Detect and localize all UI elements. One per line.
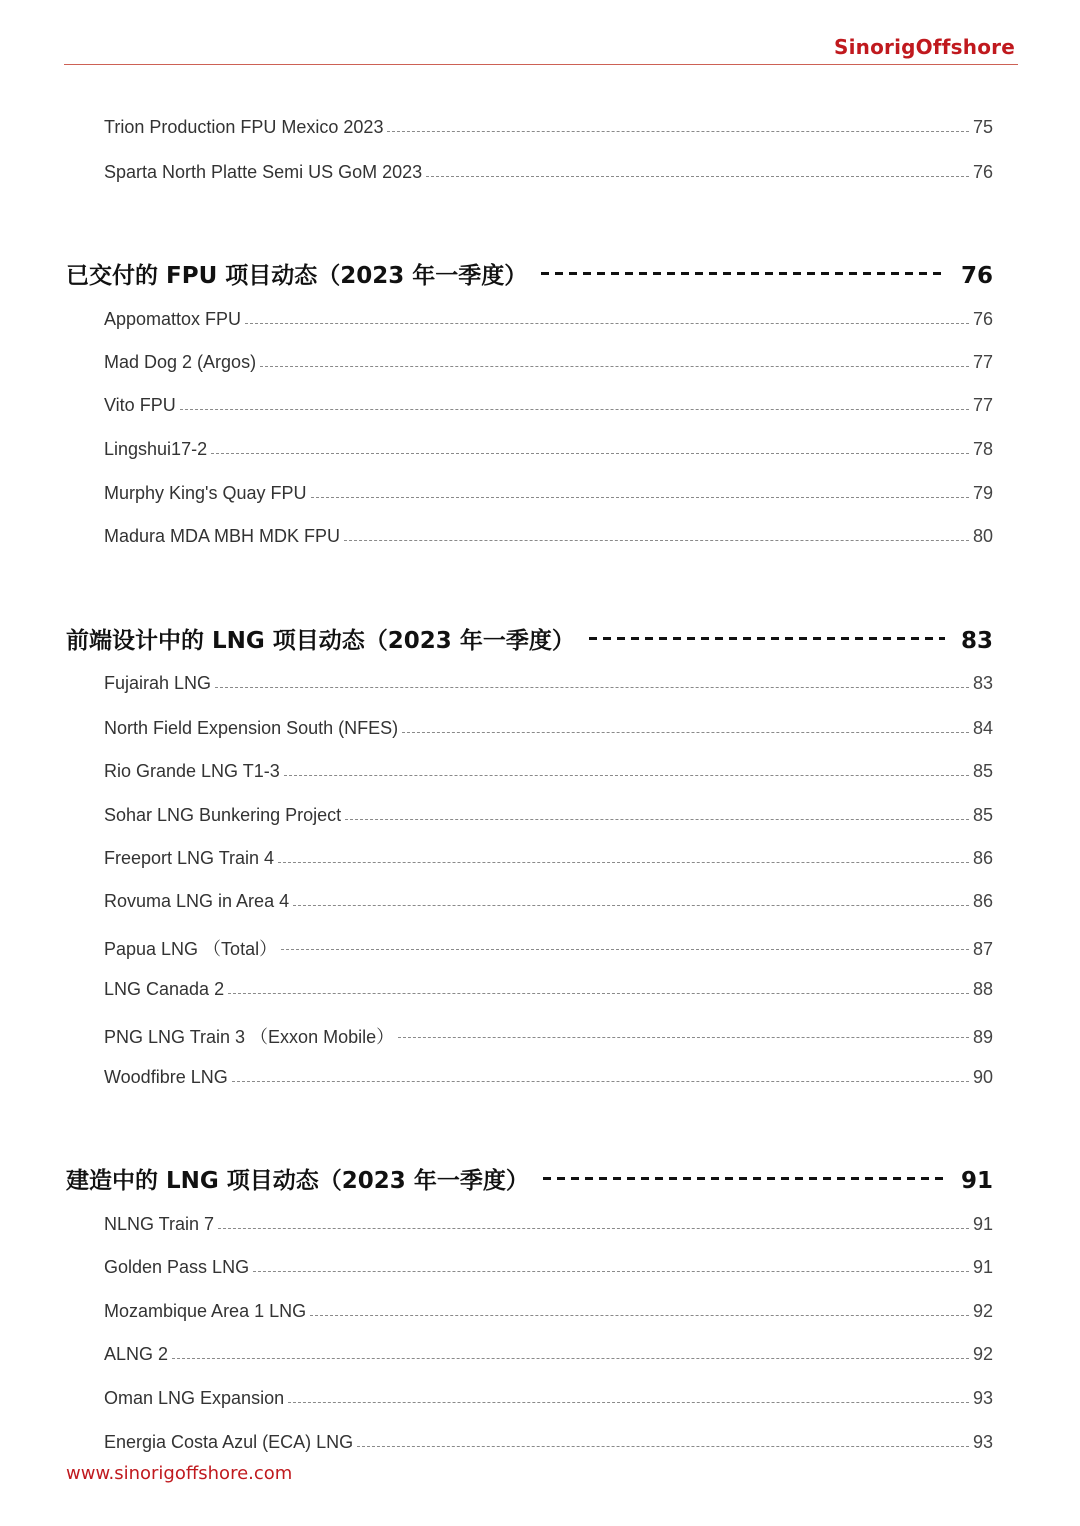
dot-leader — [345, 819, 969, 820]
toc-entry[interactable] — [104, 1067, 993, 1093]
dot-leader — [281, 949, 969, 950]
dot-leader — [402, 732, 969, 733]
toc-entry-label: Mozambique Area 1 LNG — [104, 1301, 307, 1321]
toc-entry-label: Rovuma LNG in Area 4 — [104, 891, 290, 911]
toc-entry[interactable] — [104, 673, 993, 699]
toc-entry-label: PNG LNG Train 3 （Exxon Mobile） — [104, 1027, 395, 1047]
toc-entry-label: Trion Production FPU Mexico 2023 — [104, 117, 384, 137]
toc-entry-page: 85 — [972, 761, 993, 781]
toc-entry[interactable] — [104, 1214, 993, 1240]
toc-entry-page: 85 — [972, 805, 993, 825]
toc-entry-page: 93 — [972, 1432, 993, 1452]
dot-leader — [387, 131, 969, 132]
footer-website-link[interactable]: www.sinorigoffshore.com — [66, 1463, 293, 1484]
toc-entry-label: ALNG 2 — [104, 1344, 169, 1364]
toc-section-title: 已交付的 FPU 项目动态（2023 年一季度） — [66, 263, 528, 289]
toc-entry-label: Madura MDA MBH MDK FPU — [104, 526, 341, 546]
toc-entry-label: Appomattox FPU — [104, 309, 242, 329]
toc-entry[interactable] — [104, 117, 993, 143]
toc-entry-page: 76 — [972, 162, 993, 182]
toc-entry-label: Freeport LNG Train 4 — [104, 848, 275, 868]
toc-entry[interactable] — [104, 935, 993, 961]
toc-entry[interactable] — [104, 761, 993, 787]
toc-section-page: 76 — [960, 263, 993, 289]
toc-entry[interactable] — [104, 162, 993, 188]
dot-leader — [228, 993, 969, 994]
toc-entry-label: North Field Expension South (NFES) — [104, 718, 399, 738]
toc-entry[interactable] — [104, 395, 993, 421]
toc-entry-label: Fujairah LNG — [104, 673, 212, 693]
toc-section-title: 建造中的 LNG 项目动态（2023 年一季度） — [66, 1168, 529, 1194]
toc-entry[interactable] — [104, 352, 993, 378]
toc-entry-page: 77 — [972, 395, 993, 415]
dot-leader — [253, 1271, 969, 1272]
toc-entry-page: 76 — [972, 309, 993, 329]
toc-entry[interactable] — [104, 1023, 993, 1049]
toc-entry[interactable] — [104, 1432, 993, 1458]
toc-entry[interactable] — [104, 1301, 993, 1327]
dot-leader — [293, 905, 969, 906]
dot-leader — [311, 497, 969, 498]
toc-entry-label: Lingshui17-2 — [104, 439, 208, 459]
toc-entry[interactable] — [104, 1257, 993, 1283]
dot-leader — [180, 409, 969, 410]
dot-leader — [278, 862, 969, 863]
toc-entry-page: 86 — [972, 848, 993, 868]
toc-entry-label: NLNG Train 7 — [104, 1214, 215, 1234]
toc-section-title: 前端设计中的 LNG 项目动态（2023 年一季度） — [66, 628, 575, 654]
toc-entry[interactable] — [104, 1388, 993, 1414]
toc-entry[interactable] — [104, 439, 993, 465]
toc-section-heading[interactable] — [66, 257, 993, 289]
toc-entry-label: Oman LNG Expansion — [104, 1388, 285, 1408]
toc-entry-label: LNG Canada 2 — [104, 979, 225, 999]
toc-entry-page: 91 — [972, 1214, 993, 1234]
toc-entry[interactable] — [104, 718, 993, 744]
dash-leader — [589, 637, 945, 640]
toc-entry[interactable] — [104, 526, 993, 552]
toc-entry[interactable] — [104, 848, 993, 874]
dot-leader — [344, 540, 969, 541]
toc-entry-label: Energia Costa Azul (ECA) LNG — [104, 1432, 354, 1452]
toc-entry-page: 93 — [972, 1388, 993, 1408]
toc-entry[interactable] — [104, 979, 993, 1005]
dot-leader — [398, 1037, 969, 1038]
dot-leader — [284, 775, 969, 776]
toc-entry-label: Vito FPU — [104, 395, 176, 415]
toc-entry-page: 87 — [972, 939, 993, 959]
dot-leader — [211, 453, 969, 454]
toc-section-page: 83 — [960, 628, 993, 654]
toc-entry-page: 80 — [972, 526, 993, 546]
toc-entry-label: Mad Dog 2 (Argos) — [104, 352, 257, 372]
dot-leader — [310, 1315, 969, 1316]
toc-entry-page: 78 — [972, 439, 993, 459]
toc-section-heading[interactable] — [66, 622, 993, 654]
toc-entry-label: Golden Pass LNG — [104, 1257, 250, 1277]
toc-entry[interactable] — [104, 309, 993, 335]
toc-entry-page: 83 — [972, 673, 993, 693]
toc-entry-page: 77 — [972, 352, 993, 372]
toc-entry-label: Sohar LNG Bunkering Project — [104, 805, 342, 825]
toc-entry-page: 84 — [972, 718, 993, 738]
dot-leader — [288, 1402, 969, 1403]
toc-entry-page: 79 — [972, 483, 993, 503]
toc-section-heading[interactable] — [66, 1162, 993, 1194]
header-divider — [64, 64, 1018, 65]
dash-leader — [543, 1177, 945, 1180]
toc-entry-page: 90 — [972, 1067, 993, 1087]
dot-leader — [232, 1081, 969, 1082]
toc-entry-label: Rio Grande LNG T1-3 — [104, 761, 280, 781]
brand-logo-text: SinorigOffshore — [834, 35, 1015, 59]
dot-leader — [215, 687, 969, 688]
toc-entry-page: 75 — [972, 117, 993, 137]
toc-entry[interactable] — [104, 1344, 993, 1370]
dot-leader — [172, 1358, 969, 1359]
toc-entry-label: Sparta North Platte Semi US GoM 2023 — [104, 162, 423, 182]
toc-section-page: 91 — [960, 1168, 993, 1194]
toc-entry-page: 86 — [972, 891, 993, 911]
toc-entry-label: Papua LNG （Total） — [104, 939, 278, 959]
dash-leader — [541, 272, 945, 275]
dot-leader — [245, 323, 969, 324]
toc-entry[interactable] — [104, 805, 993, 831]
toc-entry-page: 88 — [972, 979, 993, 999]
toc-entry-page: 92 — [972, 1344, 993, 1364]
toc-entry[interactable] — [104, 483, 993, 509]
toc-entry-page: 91 — [972, 1257, 993, 1277]
dot-leader — [218, 1228, 969, 1229]
toc-entry-label: Woodfibre LNG — [104, 1067, 228, 1087]
toc-entry-label: Murphy King's Quay FPU — [104, 483, 307, 503]
toc-entry-page: 92 — [972, 1301, 993, 1321]
dot-leader — [426, 176, 969, 177]
dot-leader — [357, 1446, 969, 1447]
toc-entry-page: 89 — [972, 1027, 993, 1047]
dot-leader — [260, 366, 969, 367]
toc-entry[interactable] — [104, 891, 993, 917]
